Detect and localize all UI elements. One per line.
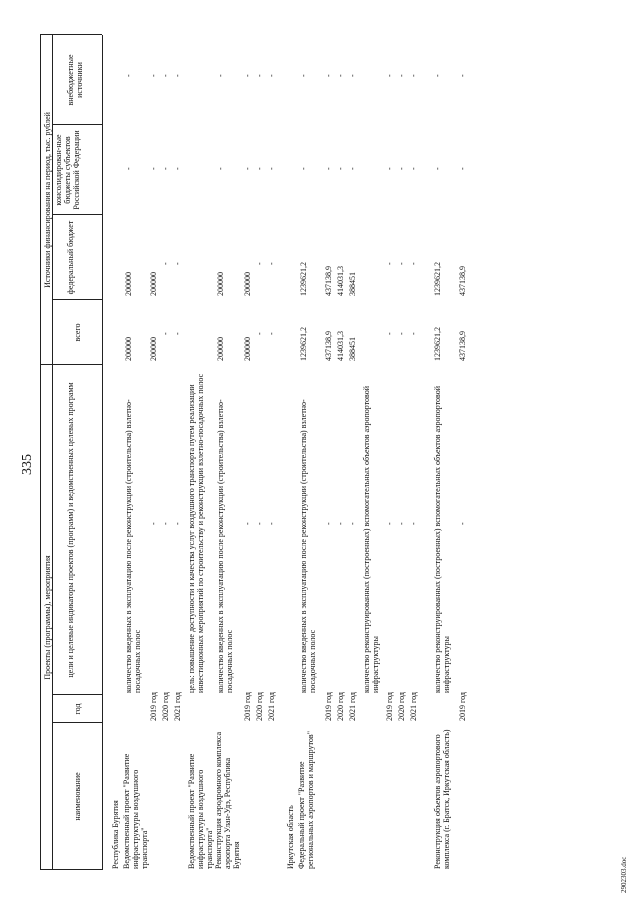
row-extra: - bbox=[216, 74, 225, 77]
row-regional: - bbox=[397, 167, 406, 170]
row-goal: - bbox=[397, 522, 406, 525]
header-extra: внебюджетные источники bbox=[66, 54, 84, 106]
row-name: Реконструкция аэродромного комплекса аэропорта Улан-Удэ, Республика Бурятия bbox=[214, 731, 241, 869]
row-year: 2021 год bbox=[409, 692, 418, 721]
row-name: Ведомственный проект "Развитие инфраструктуры воздушного транспорта" bbox=[122, 753, 149, 869]
table-top-border bbox=[40, 35, 41, 870]
row-regional: - bbox=[385, 167, 394, 170]
row-extra: - bbox=[336, 74, 345, 77]
row-goal: - bbox=[161, 522, 170, 525]
row-extra: - bbox=[267, 74, 276, 77]
row-total: 414031,3 bbox=[336, 331, 345, 361]
row-regional: - bbox=[433, 167, 442, 170]
row-federal: 200000 bbox=[149, 272, 158, 296]
row-year: 2021 год bbox=[173, 692, 182, 721]
row-regional: - bbox=[299, 167, 308, 170]
row-goal: - bbox=[409, 522, 418, 525]
row-year: 2020 год bbox=[336, 692, 345, 721]
row-name: Федеральный проект "Развитие региональных аэропортов и маршрутов" bbox=[297, 731, 315, 869]
row-total: - bbox=[161, 332, 170, 335]
row-federal: - bbox=[255, 262, 264, 265]
row-name: Иркутская область bbox=[286, 805, 295, 869]
row-goal: количество введенных в эксплуатацию после реконструкции (строительства) взлетно-посадочных полос bbox=[299, 399, 317, 693]
row-year: 2019 год bbox=[243, 692, 252, 721]
row-year: 2021 год bbox=[348, 692, 357, 721]
file-name: 2902303.doc bbox=[620, 856, 628, 893]
row-federal: 1239621,2 bbox=[299, 262, 308, 296]
row-federal: 200000 bbox=[124, 272, 133, 296]
row-total: - bbox=[397, 332, 406, 335]
row-extra: - bbox=[433, 74, 442, 77]
row-total: 200000 bbox=[149, 337, 158, 361]
row-extra: - bbox=[161, 74, 170, 77]
row-extra: - bbox=[243, 74, 252, 77]
row-total: 1239621,2 bbox=[299, 327, 308, 361]
row-regional: - bbox=[409, 167, 418, 170]
row-year: 2019 год bbox=[385, 692, 394, 721]
row-federal: 414031,3 bbox=[336, 266, 345, 296]
row-total: 200000 bbox=[216, 337, 225, 361]
row-year: 2020 год bbox=[397, 692, 406, 721]
row-goal: - bbox=[324, 522, 333, 525]
row-extra: - bbox=[397, 74, 406, 77]
header-name: наименование bbox=[73, 772, 82, 821]
row-total: 437138,9 bbox=[458, 331, 467, 361]
row-extra: - bbox=[299, 74, 308, 77]
row-goal: - bbox=[348, 522, 357, 525]
row-extra: - bbox=[255, 74, 264, 77]
row-total: 1239621,2 bbox=[433, 327, 442, 361]
row-goal: - bbox=[255, 522, 264, 525]
header-regional: консолидирован-ные бюджеты субъектов Российской Федерации bbox=[54, 130, 81, 210]
row-goal: количество реконструированных (построенных) вспомогательных объектов аэропортовой инфраструктуры bbox=[362, 385, 380, 693]
row-name: Ведомственный проект "Развитие инфраструктуры воздушного транспорта" bbox=[187, 753, 214, 869]
row-total: - bbox=[385, 332, 394, 335]
header-federal: федеральный бюджет bbox=[66, 220, 75, 295]
header-funding-group: Источники финансирования на период, тыс. рублей bbox=[43, 112, 52, 288]
row-goal: количество введенных в эксплуатацию после реконструкции (строительства) взлетно-посадочных полос bbox=[216, 399, 234, 693]
row-goal: - bbox=[336, 522, 345, 525]
row-name: Реконструкция объектов аэропортового комплекса (г. Братск, Иркутская область) bbox=[433, 729, 451, 869]
row-total: 200000 bbox=[124, 337, 133, 361]
row-extra: - bbox=[124, 74, 133, 77]
col-divider-regional bbox=[52, 214, 102, 215]
row-year: 2020 год bbox=[161, 692, 170, 721]
row-regional: - bbox=[216, 167, 225, 170]
col-divider-extra bbox=[52, 124, 102, 125]
row-regional: - bbox=[243, 167, 252, 170]
row-total: - bbox=[409, 332, 418, 335]
row-regional: - bbox=[124, 167, 133, 170]
header-group-divider bbox=[52, 35, 53, 870]
row-total: - bbox=[267, 332, 276, 335]
row-regional: - bbox=[255, 167, 264, 170]
row-total: - bbox=[255, 332, 264, 335]
row-federal: - bbox=[161, 262, 170, 265]
row-federal: - bbox=[385, 262, 394, 265]
row-year: 2021 год bbox=[267, 692, 276, 721]
row-federal: 437138,9 bbox=[458, 266, 467, 296]
row-goal: - bbox=[173, 522, 182, 525]
row-federal: - bbox=[409, 262, 418, 265]
row-year: 2019 год bbox=[324, 692, 333, 721]
header-projects-group: Проекты (программы), мероприятия bbox=[43, 555, 52, 680]
row-goal: - bbox=[267, 522, 276, 525]
row-extra: - bbox=[458, 74, 467, 77]
row-federal: 1239621,2 bbox=[433, 262, 442, 296]
row-federal: - bbox=[267, 262, 276, 265]
row-extra: - bbox=[149, 74, 158, 77]
header-bottom-border bbox=[102, 35, 103, 870]
header-goals: цели и целевые индикаторы проектов (программ) и ведомственных целевых программ bbox=[66, 382, 75, 678]
row-total: - bbox=[173, 332, 182, 335]
row-federal: - bbox=[173, 262, 182, 265]
row-regional: - bbox=[161, 167, 170, 170]
row-year: 2020 год bbox=[255, 692, 264, 721]
row-total: 200000 bbox=[243, 337, 252, 361]
row-goal: количество реконструированных (построенных) вспомогательных объектов аэропортовой инфраструктуры bbox=[433, 385, 451, 693]
row-year: 2019 год bbox=[458, 692, 467, 721]
row-extra: - bbox=[173, 74, 182, 77]
row-federal: 388451 bbox=[348, 272, 357, 296]
row-total: 437138,9 bbox=[324, 331, 333, 361]
row-extra: - bbox=[385, 74, 394, 77]
header-year: год bbox=[73, 703, 82, 715]
row-regional: - bbox=[173, 167, 182, 170]
row-federal: 200000 bbox=[216, 272, 225, 296]
row-regional: - bbox=[149, 167, 158, 170]
row-year: 2019 год bbox=[149, 692, 158, 721]
row-regional: - bbox=[336, 167, 345, 170]
row-regional: - bbox=[324, 167, 333, 170]
row-extra: - bbox=[409, 74, 418, 77]
row-extra: - bbox=[348, 74, 357, 77]
row-goal: количество введенных в эксплуатацию после реконструкции (строительства) взлетно-посадочных полос bbox=[124, 399, 142, 693]
row-federal: 200000 bbox=[243, 272, 252, 296]
header-total: всего bbox=[73, 323, 82, 342]
row-goal: - bbox=[458, 522, 467, 525]
row-regional: - bbox=[267, 167, 276, 170]
row-extra: - bbox=[324, 74, 333, 77]
row-goal: - bbox=[243, 522, 252, 525]
row-regional: - bbox=[458, 167, 467, 170]
row-goal: - bbox=[385, 522, 394, 525]
page-number: 335 bbox=[20, 454, 35, 475]
row-total: 388451 bbox=[348, 337, 357, 361]
row-goal: - bbox=[149, 522, 158, 525]
row-goal: цель: повышение доступности и качества услуг воздушного транспорта путем реализации инвестиционных мероприятий по строительству и реконструкции взлетно-посадочных полос bbox=[187, 373, 205, 693]
row-regional: - bbox=[348, 167, 357, 170]
row-federal: - bbox=[397, 262, 406, 265]
row-federal: 437138,9 bbox=[324, 266, 333, 296]
row-name: Республика Бурятия bbox=[111, 800, 120, 869]
